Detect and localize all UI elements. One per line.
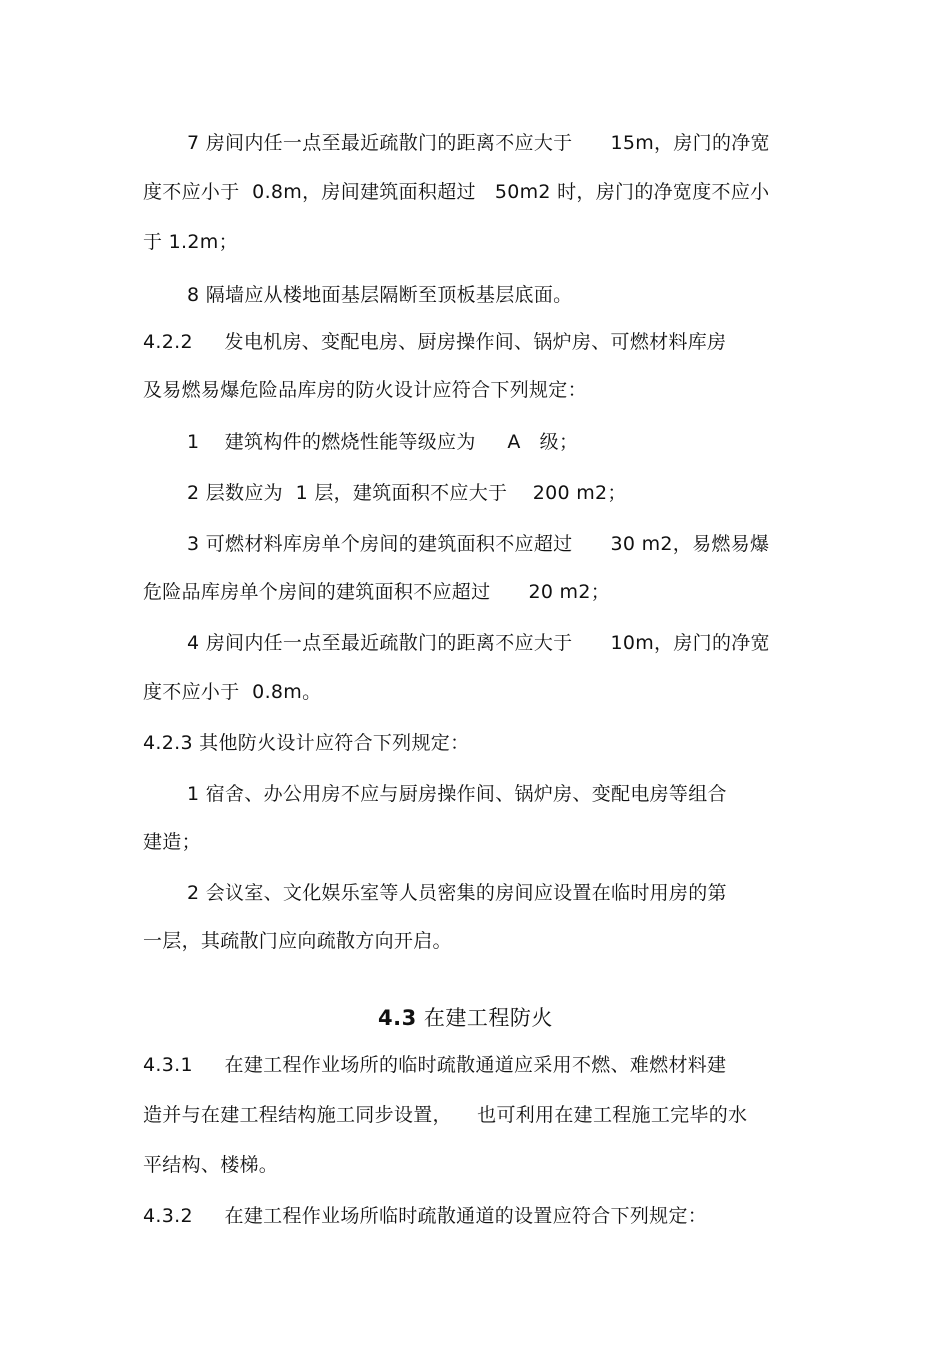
paragraph-line: 2 会议室、文化娱乐室等人员密集的房间应设置在临时用房的第 bbox=[187, 882, 727, 904]
paragraph-line: 4 房间内任一点至最近疏散门的距离不应大于 10m，房门的净宽 bbox=[187, 632, 770, 654]
paragraph-line: 平结构、楼梯。 bbox=[143, 1154, 279, 1176]
section-number: 4.3 bbox=[378, 1006, 417, 1030]
paragraph-line: 建造； bbox=[143, 831, 201, 853]
paragraph-line: 1 建筑构件的燃烧性能等级应为 A 级； bbox=[187, 431, 579, 453]
paragraph-line: 度不应小于 0.8m，房间建筑面积超过 50m2 时，房门的净宽度不应小 bbox=[143, 181, 770, 203]
paragraph-line: 一层，其疏散门应向疏散方向开启。 bbox=[143, 930, 452, 952]
paragraph-line: 2 层数应为 1 层，建筑面积不应大于 200 m2； bbox=[187, 482, 627, 504]
section-title: 在建工程防火 bbox=[416, 1006, 553, 1030]
paragraph-line: 1 宿舍、办公用房不应与厨房操作间、锅炉房、变配电房等组合 bbox=[187, 783, 727, 805]
section-heading bbox=[378, 1006, 553, 1030]
clause-line: 4.3.1 在建工程作业场所的临时疏散通道应采用不燃、难燃材料建 bbox=[143, 1054, 727, 1076]
paragraph-line: 造并与在建工程结构施工同步设置， 也可利用在建工程施工完毕的水 bbox=[143, 1104, 748, 1126]
paragraph-line: 度不应小于 0.8m。 bbox=[143, 681, 322, 703]
paragraph-line: 危险品库房单个房间的建筑面积不应超过 20 m2； bbox=[143, 581, 611, 603]
clause-line: 4.3.2 在建工程作业场所临时疏散通道的设置应符合下列规定： bbox=[143, 1205, 708, 1227]
clause-line: 4.2.3 其他防火设计应符合下列规定： bbox=[143, 732, 470, 754]
paragraph-line: 3 可燃材料库房单个房间的建筑面积不应超过 30 m2，易燃易爆 bbox=[187, 533, 770, 555]
paragraph-line: 7 房间内任一点至最近疏散门的距离不应大于 15m，房门的净宽 bbox=[187, 132, 770, 154]
paragraph-line: 及易燃易爆危险品库房的防火设计应符合下列规定： bbox=[143, 379, 587, 401]
paragraph-line: 8 隔墙应从楼地面基层隔断至顶板基层底面。 bbox=[187, 284, 573, 306]
paragraph-line: 于 1.2m； bbox=[143, 231, 238, 253]
clause-line: 4.2.2 发电机房、变配电房、厨房操作间、锅炉房、可燃材料库房 bbox=[143, 331, 727, 353]
